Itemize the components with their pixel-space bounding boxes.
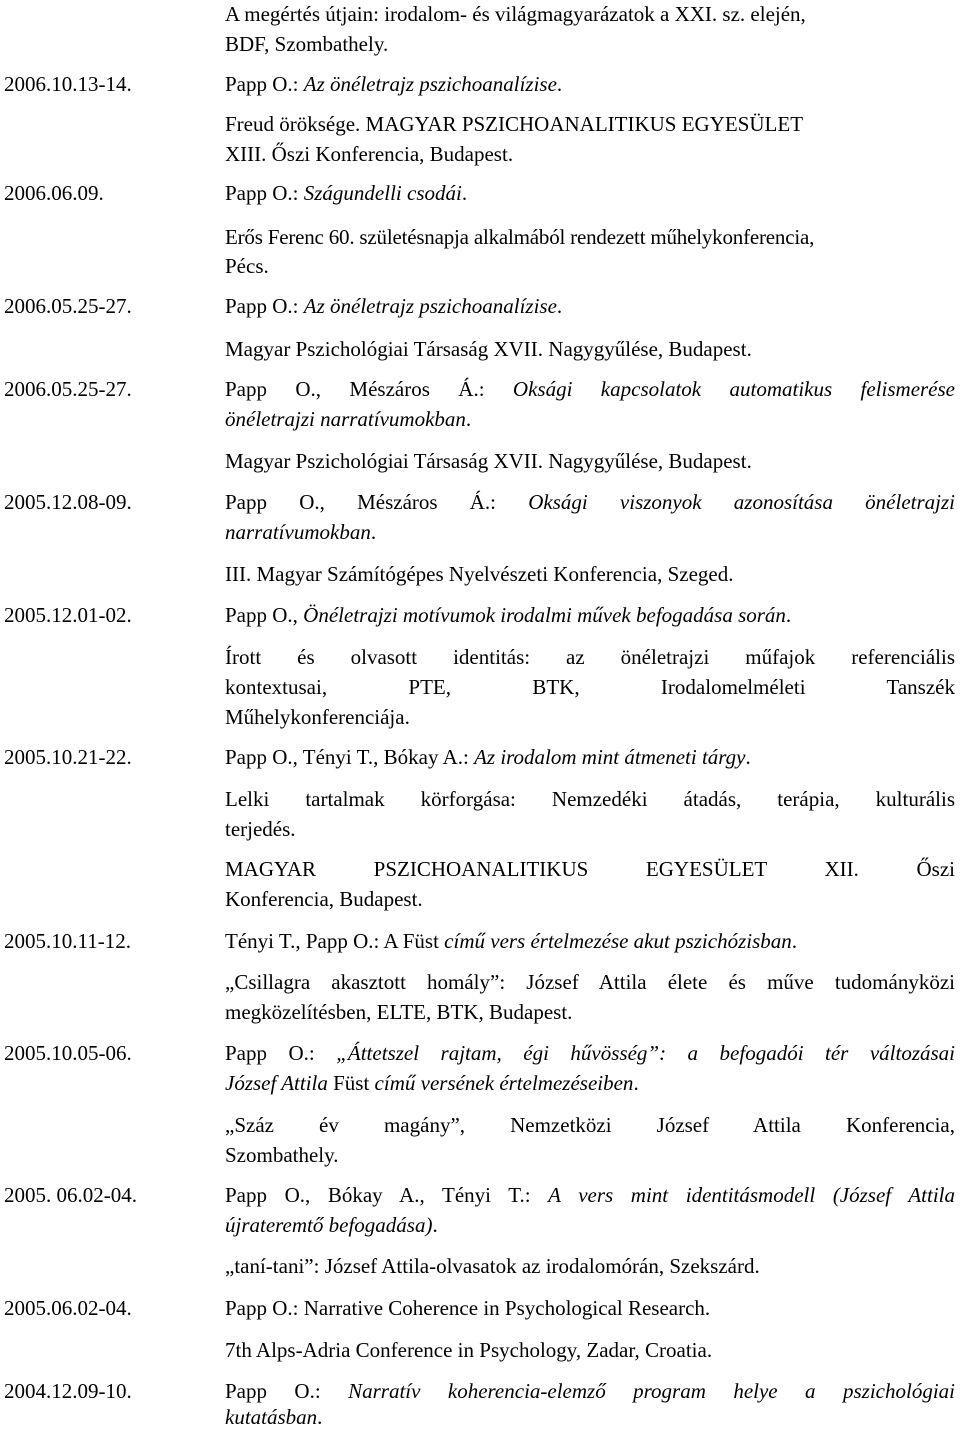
venue-line: „taní-tani”: József Attila-olvasatok az irodalomórán, Szekszárd. [225, 1254, 760, 1278]
venue-line: Lelki tartalmak körforgása: Nemzedéki átadás, terápia, kulturális [225, 787, 955, 811]
entry-citation: Papp O.: „Áttetszel rajtam, égi hűvösség”: a befogadói tér változásai [225, 1041, 955, 1065]
venue-line: III. Magyar Számítógépes Nyelvészeti Konferencia, Szeged. [225, 562, 734, 586]
venue-line: „Csillagra akasztott homály”: József Attila élete és műve tudományközi [225, 970, 955, 994]
venue-line: Konferencia, Budapest. [225, 887, 423, 911]
venue-line: XIII. Őszi Konferencia, Budapest. [225, 142, 514, 166]
venue-line: Freud öröksége. MAGYAR PSZICHOANALITIKUS EGYESÜLET [225, 112, 804, 136]
entry-date: 2006.06.09. [4, 181, 104, 205]
venue-line: „Száz év magány”, Nemzetközi József Attila Konferencia, [225, 1113, 955, 1137]
entry-date: 2005.06.02-04. [4, 1296, 132, 1320]
entry-citation-cont: József Attila Füst című versének értelmezéseiben. [225, 1071, 639, 1095]
venue-line: BDF, Szombathely. [225, 32, 389, 56]
venue-line: kontextusai, PTE, BTK, Irodalomelméleti Tanszék [225, 675, 955, 699]
entry-citation: Tényi T., Papp O.: A Füst című vers értelmezése akut pszichózisban. [225, 929, 798, 953]
entry-citation: Papp O., Tényi T., Bókay A.: Az irodalom mint átmeneti tárgy. [225, 745, 751, 769]
venue-line: terjedés. [225, 817, 296, 841]
entry-citation: Papp O., Mészáros Á.: Oksági viszonyok azonosítása önéletrajzi [225, 490, 955, 514]
venue-line: Magyar Pszichológiai Társaság XVII. Nagygyűlése, Budapest. [225, 337, 752, 361]
venue-line: 7th Alps-Adria Conference in Psychology, Zadar, Croatia. [225, 1338, 713, 1362]
entry-date: 2005. 06.02-04. [4, 1183, 137, 1207]
entry-citation: Papp O., Mészáros Á.: Oksági kapcsolatok automatikus felismerése [225, 377, 955, 401]
entry-citation-cont: kutatásban. [225, 1405, 323, 1429]
entry-citation-cont: narratívumokban. [225, 520, 377, 544]
venue-line: MAGYAR PSZICHOANALITIKUS EGYESÜLET XII. Őszi [225, 857, 955, 881]
entry-citation: Papp O., Önéletrajzi motívumok irodalmi művek befogadása során. [225, 603, 792, 627]
entry-date: 2005.12.01-02. [4, 603, 132, 627]
entry-citation-cont: önéletrajzi narratívumokban. [225, 407, 472, 431]
entry-date: 2005.10.11-12. [4, 929, 131, 953]
venue-line: Erős Ferenc 60. születésnapja alkalmából rendezett műhelykonferencia, [225, 225, 815, 249]
venue-line: Magyar Pszichológiai Társaság XVII. Nagygyűlése, Budapest. [225, 449, 752, 473]
entry-citation: Papp O.: Az önéletrajz pszichoanalízise. [225, 294, 563, 318]
entry-citation: Papp O.: Narrative Coherence in Psychological Research. [225, 1296, 711, 1320]
venue-line: Műhelykonferenciája. [225, 705, 410, 729]
venue-line: Írott és olvasott identitás: az önéletrajzi műfajok referenciális [225, 645, 955, 669]
entry-citation: Papp O., Bókay A., Tényi T.: A vers mint identitásmodell (József Attila [225, 1183, 956, 1207]
entry-date: 2005.10.05-06. [4, 1041, 132, 1065]
entry-citation: Papp O.: Narratív koherencia-elemző program helye a pszichológiai [225, 1379, 955, 1403]
entry-date: 2005.12.08-09. [4, 490, 132, 514]
venue-line: megközelítésben, ELTE, BTK, Budapest. [225, 1000, 573, 1024]
venue-line: A megértés útjain: irodalom- és világmagyarázatok a XXI. sz. elején, [225, 2, 806, 26]
entry-citation-cont: újrateremtő befogadása). [225, 1213, 438, 1237]
entry-citation: Papp O.: Szágundelli csodái. [225, 181, 468, 205]
entry-date: 2006.05.25-27. [4, 294, 132, 318]
venue-line: Pécs. [225, 254, 269, 278]
entry-date: 2006.05.25-27. [4, 377, 132, 401]
entry-citation: Papp O.: Az önéletrajz pszichoanalízise. [225, 72, 563, 96]
entry-date: 2006.10.13-14. [4, 72, 132, 96]
entry-date: 2004.12.09-10. [4, 1379, 132, 1403]
entry-date: 2005.10.21-22. [4, 745, 132, 769]
venue-line: Szombathely. [225, 1143, 339, 1167]
